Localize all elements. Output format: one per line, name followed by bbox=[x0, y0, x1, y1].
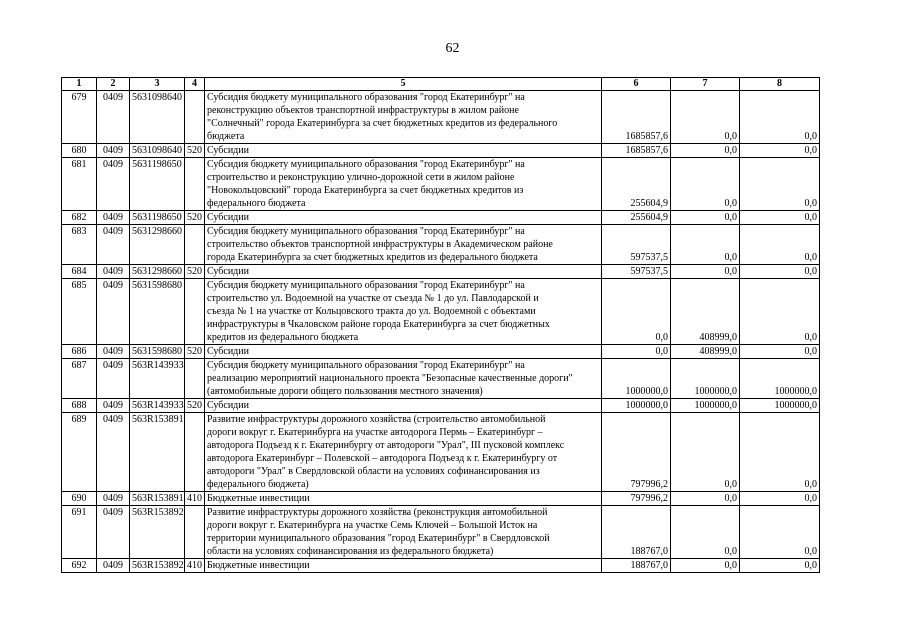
description-cell bbox=[205, 345, 602, 359]
amount-col7-cell: 0,0 bbox=[671, 225, 740, 265]
row-number-cell: 684 bbox=[62, 265, 97, 279]
row-number-cell: 692 bbox=[62, 559, 97, 573]
column-header-6: 6 bbox=[602, 78, 671, 91]
expense-type-cell: 410 bbox=[185, 492, 205, 506]
target-code-cell: 563R153892 bbox=[130, 559, 185, 573]
description-cell bbox=[205, 225, 602, 265]
expense-type-cell: 520 bbox=[185, 144, 205, 158]
description-cell bbox=[205, 144, 602, 158]
header-row bbox=[62, 78, 820, 91]
description-line: дороги вокруг г. Екатеринбурга на участке автодорога Пермь – Екатеринбург – bbox=[207, 427, 543, 438]
amount-col8-cell: 0,0 bbox=[740, 413, 820, 492]
row-number-cell: 687 bbox=[62, 359, 97, 399]
row-number-cell: 681 bbox=[62, 158, 97, 211]
section-code-cell: 0409 bbox=[97, 158, 130, 211]
page-number: 62 bbox=[445, 41, 460, 56]
row-number-cell: 685 bbox=[62, 279, 97, 345]
table-row bbox=[62, 359, 820, 399]
description-line: Субсидии bbox=[207, 145, 249, 156]
target-code-cell: 563R143933 bbox=[130, 399, 185, 413]
amount-col7-cell: 0,0 bbox=[671, 144, 740, 158]
column-header-4: 4 bbox=[185, 78, 205, 91]
amount-col7-cell: 1000000,0 bbox=[671, 359, 740, 399]
row-number-cell: 690 bbox=[62, 492, 97, 506]
description-line: Развитие инфраструктуры дорожного хозяйства (строительство автомобильной bbox=[207, 414, 546, 425]
row-number-cell: 688 bbox=[62, 399, 97, 413]
target-code-cell: 5631098640 bbox=[130, 91, 185, 144]
description-line: Бюджетные инвестиции bbox=[207, 493, 310, 504]
amount-col8-cell: 0,0 bbox=[740, 225, 820, 265]
section-code-cell: 0409 bbox=[97, 345, 130, 359]
description-cell bbox=[205, 492, 602, 506]
description-line: Субсидии bbox=[207, 400, 249, 411]
table-row bbox=[62, 211, 820, 225]
column-header-2: 2 bbox=[97, 78, 130, 91]
description-line: города Екатеринбурга за счет бюджетных кредитов из федерального бюджета bbox=[207, 252, 538, 263]
description-line: Субсидия бюджету муниципального образования "город Екатеринбург" на bbox=[207, 280, 525, 291]
expense-type-cell: 520 bbox=[185, 399, 205, 413]
row-number-cell: 679 bbox=[62, 91, 97, 144]
row-number-cell: 680 bbox=[62, 144, 97, 158]
expense-type-cell: 520 bbox=[185, 345, 205, 359]
description-line: автодорога Екатеринбург – Полевской – автодорога Подъезд к г. Екатеринбургу от bbox=[207, 453, 558, 464]
amount-col6-cell: 188767,0 bbox=[602, 559, 671, 573]
description-line: "Новокольцовский" города Екатеринбурга за счет бюджетных кредитов из bbox=[207, 185, 524, 196]
description-line: инфраструктуры в Чкаловском районе города Екатеринбурга за счет бюджетных bbox=[207, 319, 550, 330]
section-code-cell: 0409 bbox=[97, 413, 130, 492]
target-code-cell: 5631198650 bbox=[130, 211, 185, 225]
amount-col7-cell: 408999,0 bbox=[671, 345, 740, 359]
budget-table bbox=[61, 77, 820, 573]
table-row bbox=[62, 158, 820, 211]
section-code-cell: 0409 bbox=[97, 399, 130, 413]
row-number-cell: 686 bbox=[62, 345, 97, 359]
description-line: Субсидия бюджету муниципального образования "город Екатеринбург" на bbox=[207, 159, 525, 170]
amount-col8-cell: 0,0 bbox=[740, 91, 820, 144]
expense-type-cell bbox=[185, 506, 205, 559]
expense-type-cell: 520 bbox=[185, 211, 205, 225]
target-code-cell: 5631598680 bbox=[130, 279, 185, 345]
section-code-cell: 0409 bbox=[97, 144, 130, 158]
target-code-cell: 563R153891 bbox=[130, 413, 185, 492]
description-cell bbox=[205, 91, 602, 144]
section-code-cell: 0409 bbox=[97, 225, 130, 265]
table-row bbox=[62, 492, 820, 506]
description-line: федерального бюджета bbox=[207, 198, 306, 209]
target-code-cell: 5631198650 bbox=[130, 158, 185, 211]
amount-col7-cell: 408999,0 bbox=[671, 279, 740, 345]
amount-col6-cell: 0,0 bbox=[602, 279, 671, 345]
column-header-7: 7 bbox=[671, 78, 740, 91]
expense-type-cell bbox=[185, 158, 205, 211]
description-line: бюджета bbox=[207, 131, 245, 142]
description-line: реализацию мероприятий национального проекта "Безопасные качественные дороги" bbox=[207, 373, 573, 384]
table-row bbox=[62, 506, 820, 559]
target-code-cell: 5631598680 bbox=[130, 345, 185, 359]
table-row bbox=[62, 279, 820, 345]
description-line: федерального бюджета) bbox=[207, 479, 309, 490]
description-cell bbox=[205, 158, 602, 211]
table-row bbox=[62, 345, 820, 359]
amount-col7-cell: 0,0 bbox=[671, 265, 740, 279]
amount-col6-cell: 797996,2 bbox=[602, 413, 671, 492]
table-row bbox=[62, 265, 820, 279]
description-cell bbox=[205, 265, 602, 279]
amount-col6-cell: 0,0 bbox=[602, 345, 671, 359]
description-line: Развитие инфраструктуры дорожного хозяйства (реконструкция автомобильной bbox=[207, 507, 548, 518]
description-cell bbox=[205, 559, 602, 573]
description-cell bbox=[205, 399, 602, 413]
amount-col6-cell: 1000000,0 bbox=[602, 359, 671, 399]
column-header-8: 8 bbox=[740, 78, 820, 91]
amount-col8-cell: 0,0 bbox=[740, 279, 820, 345]
target-code-cell: 5631298660 bbox=[130, 225, 185, 265]
amount-col6-cell: 1685857,6 bbox=[602, 144, 671, 158]
description-line: съезда № 1 на участке от Кольцовского тракта до ул. Водоемной с объектами bbox=[207, 306, 536, 317]
target-code-cell: 5631098640 bbox=[130, 144, 185, 158]
row-number-cell: 689 bbox=[62, 413, 97, 492]
description-line: кредитов из федерального бюджета bbox=[207, 332, 359, 343]
description-line: области на условиях софинансирования из федерального бюджета) bbox=[207, 546, 494, 557]
amount-col7-cell: 0,0 bbox=[671, 492, 740, 506]
description-line: Субсидии bbox=[207, 266, 249, 277]
description-line: Субсидия бюджету муниципального образования "город Екатеринбург" на bbox=[207, 226, 525, 237]
target-code-cell: 5631298660 bbox=[130, 265, 185, 279]
section-code-cell: 0409 bbox=[97, 492, 130, 506]
amount-col8-cell: 0,0 bbox=[740, 506, 820, 559]
target-code-cell: 563R153892 bbox=[130, 506, 185, 559]
description-line: строительство ул. Водоемной на участке от съезда № 1 до ул. Павлодарской и bbox=[207, 293, 539, 304]
amount-col7-cell: 1000000,0 bbox=[671, 399, 740, 413]
amount-col6-cell: 188767,0 bbox=[602, 506, 671, 559]
table-body bbox=[62, 91, 820, 573]
table-row bbox=[62, 225, 820, 265]
target-code-cell: 563R143933 bbox=[130, 359, 185, 399]
amount-col6-cell: 1685857,6 bbox=[602, 91, 671, 144]
table-row bbox=[62, 399, 820, 413]
expense-type-cell: 410 bbox=[185, 559, 205, 573]
amount-col8-cell: 1000000,0 bbox=[740, 359, 820, 399]
description-cell bbox=[205, 279, 602, 345]
amount-col6-cell: 797996,2 bbox=[602, 492, 671, 506]
description-line: (автомобильные дороги общего пользования местного значения) bbox=[207, 386, 483, 397]
amount-col8-cell: 0,0 bbox=[740, 265, 820, 279]
column-header-1: 1 bbox=[62, 78, 97, 91]
amount-col8-cell: 0,0 bbox=[740, 211, 820, 225]
row-number-cell: 691 bbox=[62, 506, 97, 559]
description-line: Субсидия бюджету муниципального образования "город Екатеринбург" на bbox=[207, 92, 525, 103]
description-line: "Солнечный" города Екатеринбурга за счет бюджетных кредитов из федерального bbox=[207, 118, 558, 129]
description-line: реконструкцию объектов транспортной инфраструктуры в жилом районе bbox=[207, 105, 519, 116]
table-row bbox=[62, 413, 820, 492]
section-code-cell: 0409 bbox=[97, 359, 130, 399]
amount-col6-cell: 597537,5 bbox=[602, 225, 671, 265]
amount-col6-cell: 255604,9 bbox=[602, 211, 671, 225]
description-line: Субсидии bbox=[207, 212, 249, 223]
amount-col8-cell: 0,0 bbox=[740, 158, 820, 211]
description-line: автодорога Подъезд к г. Екатеринбургу от автодороги "Урал", III пусковой комплекс bbox=[207, 440, 565, 451]
description-line: автодороги "Урал" в Свердловской области на условиях софинансирования из bbox=[207, 466, 540, 477]
section-code-cell: 0409 bbox=[97, 91, 130, 144]
amount-col7-cell: 0,0 bbox=[671, 413, 740, 492]
amount-col7-cell: 0,0 bbox=[671, 158, 740, 211]
description-line: Субсидии bbox=[207, 346, 249, 357]
description-line: территории муниципального образования "город Екатеринбург" в Свердловской bbox=[207, 533, 550, 544]
amount-col7-cell: 0,0 bbox=[671, 559, 740, 573]
amount-col7-cell: 0,0 bbox=[671, 211, 740, 225]
description-cell bbox=[205, 211, 602, 225]
description-cell bbox=[205, 413, 602, 492]
target-code-cell: 563R153891 bbox=[130, 492, 185, 506]
amount-col8-cell: 1000000,0 bbox=[740, 399, 820, 413]
section-code-cell: 0409 bbox=[97, 559, 130, 573]
row-number-cell: 683 bbox=[62, 225, 97, 265]
section-code-cell: 0409 bbox=[97, 506, 130, 559]
amount-col8-cell: 0,0 bbox=[740, 144, 820, 158]
expense-type-cell bbox=[185, 225, 205, 265]
description-cell bbox=[205, 359, 602, 399]
expense-type-cell bbox=[185, 413, 205, 492]
description-cell bbox=[205, 506, 602, 559]
table-row bbox=[62, 559, 820, 573]
amount-col6-cell: 597537,5 bbox=[602, 265, 671, 279]
column-header-5: 5 bbox=[205, 78, 602, 91]
expense-type-cell bbox=[185, 279, 205, 345]
column-header-3: 3 bbox=[130, 78, 185, 91]
amount-col7-cell: 0,0 bbox=[671, 506, 740, 559]
description-line: Бюджетные инвестиции bbox=[207, 560, 310, 571]
section-code-cell: 0409 bbox=[97, 279, 130, 345]
expense-type-cell bbox=[185, 91, 205, 144]
amount-col8-cell: 0,0 bbox=[740, 559, 820, 573]
amount-col6-cell: 1000000,0 bbox=[602, 399, 671, 413]
amount-col8-cell: 0,0 bbox=[740, 345, 820, 359]
section-code-cell: 0409 bbox=[97, 265, 130, 279]
expense-type-cell: 520 bbox=[185, 265, 205, 279]
table-row bbox=[62, 144, 820, 158]
row-number-cell: 682 bbox=[62, 211, 97, 225]
amount-col8-cell: 0,0 bbox=[740, 492, 820, 506]
amount-col7-cell: 0,0 bbox=[671, 91, 740, 144]
description-line: строительство и реконструкцию улично-дорожной сети в жилом районе bbox=[207, 172, 515, 183]
description-line: строительство объектов транспортной инфраструктуры в Академическом районе bbox=[207, 239, 553, 250]
table-row bbox=[62, 91, 820, 144]
section-code-cell: 0409 bbox=[97, 211, 130, 225]
description-line: дороги вокруг г. Екатеринбурга на участке Семь Ключей – Большой Исток на bbox=[207, 520, 538, 531]
amount-col6-cell: 255604,9 bbox=[602, 158, 671, 211]
expense-type-cell bbox=[185, 359, 205, 399]
description-line: Субсидия бюджету муниципального образования "город Екатеринбург" на bbox=[207, 360, 525, 371]
